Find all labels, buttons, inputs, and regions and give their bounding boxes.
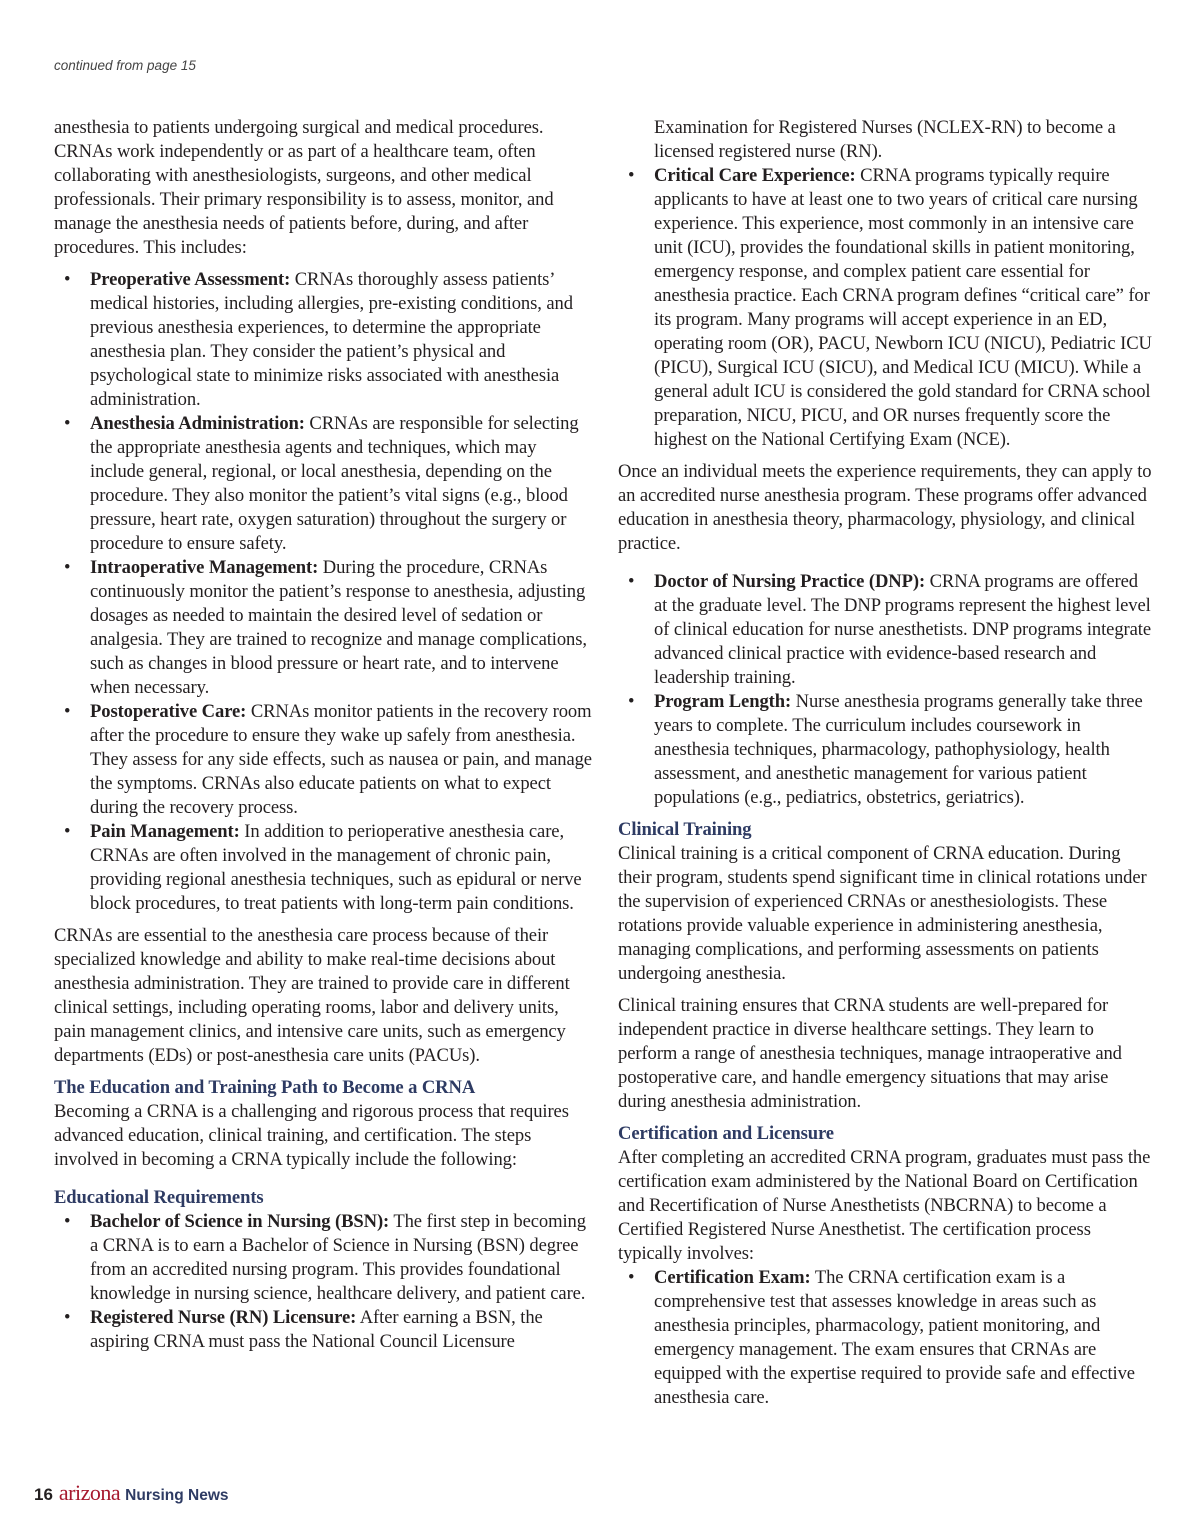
list-item <box>54 268 594 412</box>
right-column <box>618 116 1154 1418</box>
list-item <box>54 556 594 700</box>
publication-name: Nursing News <box>125 1487 229 1504</box>
item-title: Postoperative Care: <box>90 701 247 722</box>
path-paragraph: Becoming a CRNA is a challenging and rigorous process that requires advanced education, clinical training, and certification. The steps involved in becoming a CRNA typically include the following: <box>54 1101 569 1170</box>
item-text: CRNA programs are offered at the graduate level. The DNP programs represent the highest level of clinical education for nurse anesthetists. DNP programs integrate advanced clinical practice with evidence-based research and leadership training. <box>654 571 1151 688</box>
continuation-text: Examination for Registered Nurses (NCLEX-RN) to become a licensed registered nurse (RN). <box>654 117 1116 162</box>
list-item <box>618 1266 1154 1410</box>
item-title: Registered Nurse (RN) Licensure: <box>90 1307 357 1328</box>
item-title: Preoperative Assessment: <box>90 269 291 290</box>
item-text: CRNA programs typically require applicants to have at least one to two years of critical care nursing experience. This experience, most commonly in an intensive care unit (ICU), provides the foundational skills in patient monitoring, emergency response, and complex patient care essential for anesthesia practice. Each CRNA program defines “critical care” for its program. Many programs will accept experience in an ED, operating room (OR), PACU, Newborn ICU (NICU), Pediatric ICU (PICU), Surgical ICU (SICU), and Medical ICU (MICU). While a general adult ICU is considered the gold standard for CRNA school preparation, NICU, PICU, and OR nurses frequently score the highest on the National Certifying Exam (NCE). <box>654 165 1152 450</box>
item-title: Anesthesia Administration: <box>90 413 305 434</box>
path-heading: The Education and Training Path to Become a CRNA <box>54 1077 476 1098</box>
program-list <box>618 570 1154 810</box>
item-text: The CRNA certification exam is a comprehensive test that assesses knowledge in areas such as anesthesia principles, pharmacology, patient monitoring, and emergency management. The exam ensures that CRNAs are equipped with the expertise required to provide safe and effective anesthesia care. <box>654 1267 1135 1408</box>
critical-care-list <box>618 164 1154 452</box>
item-title: Critical Care Experience: <box>654 165 856 186</box>
brand-logo: arizona <box>58 1480 121 1505</box>
item-text: The first step in becoming a CRNA is to earn a Bachelor of Science in Nursing (BSN) degree from an accredited nursing program. This provides foundational knowledge in nursing science, healthcare delivery, and patient care. <box>90 1211 586 1304</box>
page-number: 16 <box>34 1485 53 1504</box>
list-item <box>54 1210 594 1306</box>
duties-list <box>54 268 594 916</box>
certification-list <box>618 1266 1154 1410</box>
certification-heading: Certification and Licensure <box>618 1123 834 1144</box>
item-text: Nurse anesthesia programs generally take three years to complete. The curriculum includes coursework in anesthesia techniques, pharmacology, pathophysiology, health assessment, and anesthetic management for various patient populations (e.g., pediatrics, obstetrics, geriatrics). <box>654 691 1143 808</box>
apply-paragraph: Once an individual meets the experience requirements, they can apply to an accredited nurse anesthesia program. These programs offer advanced education in anesthesia theory, pharmacology, physiology, and clinical practice. <box>618 461 1152 554</box>
list-item <box>618 164 1154 452</box>
list-item <box>618 690 1154 810</box>
list-item <box>54 412 594 556</box>
list-item <box>618 570 1154 690</box>
list-item <box>54 820 594 916</box>
item-title: Certification Exam: <box>654 1267 811 1288</box>
list-item <box>54 700 594 820</box>
continued-note: continued from page 15 <box>54 58 196 73</box>
item-title: Doctor of Nursing Practice (DNP): <box>654 571 926 592</box>
item-text: CRNAs are responsible for selecting the appropriate anesthesia agents and techniques, which may include general, regional, or local anesthesia, depending on the procedure. They also monitor the patient’s vital signs (e.g., blood pressure, heart rate, oxygen saturation) throughout the surgery or procedure to ensure safety. <box>90 413 579 554</box>
clinical-paragraph-2: Clinical training ensures that CRNA students are well-prepared for independent practice in diverse healthcare settings. They learn to perform a range of anesthesia techniques, manage intraoperative and postoperative care, and handle emergency situations that may arise during anesthesia administration. <box>618 995 1122 1112</box>
item-text: CRNAs thoroughly assess patients’ medical histories, including allergies, pre-existing conditions, and previous anesthesia experiences, to determine the appropriate anesthesia plan. They consider the patient’s physical and psychological state to minimize risks associated with anesthesia administration. <box>90 269 573 410</box>
item-title: Pain Management: <box>90 821 240 842</box>
item-title: Bachelor of Science in Nursing (BSN): <box>90 1211 390 1232</box>
education-list <box>54 1210 594 1354</box>
left-column <box>54 116 594 1362</box>
list-item <box>54 1306 594 1354</box>
item-title: Intraoperative Management: <box>90 557 319 578</box>
clinical-training-heading: Clinical Training <box>618 819 752 840</box>
intro-paragraph: anesthesia to patients undergoing surgical and medical procedures. CRNAs work independently or as part of a healthcare team, often collaborating with anesthesiologists, surgeons, and other medical professionals. Their primary responsibility is to assess, monitor, and manage the anesthesia needs of patients before, during, and after procedures. This includes: <box>54 117 554 258</box>
education-heading: Educational Requirements <box>54 1187 264 1208</box>
clinical-paragraph-1: Clinical training is a critical component of CRNA education. During their program, students spend significant time in clinical rotations under the supervision of experienced CRNAs or anesthesiologists. These rotations provide valuable experience in administering anesthesia, managing complications, and performing assessments on patients undergoing anesthesia. <box>618 843 1147 984</box>
item-text: During the procedure, CRNAs continuously monitor the patient’s response to anesthesia, adjusting dosages as needed to maintain the desired level of sedation or analgesia. They are trained to recognize and manage complications, such as changes in blood pressure or heart rate, and to intervene when necessary. <box>90 557 587 698</box>
item-title: Program Length: <box>654 691 792 712</box>
essential-paragraph: CRNAs are essential to the anesthesia care process because of their specialized knowledge and ability to make real-time decisions about anesthesia administration. They are trained to provide care in different clinical settings, including operating rooms, labor and delivery units, pain management clinics, and intensive care units, such as emergency departments (EDs) or post-anesthesia care units (PACUs). <box>54 925 570 1066</box>
certification-paragraph: After completing an accredited CRNA program, graduates must pass the certification exam administered by the National Board on Certification and Recertification of Nurse Anesthetists (NBCRNA) to become a Certified Registered Nurse Anesthetist. The certification process typically involves: <box>618 1147 1151 1264</box>
item-text: CRNAs monitor patients in the recovery room after the procedure to ensure they wake up safely from anesthesia. They assess for any side effects, such as nausea or pain, and manage the symptoms. CRNAs also educate patients on what to expect during the recovery process. <box>90 701 592 818</box>
item-text: In addition to perioperative anesthesia care, CRNAs are often involved in the management of chronic pain, providing regional anesthesia techniques, such as epidural or nerve block procedures, to treat patients with long-term pain conditions. <box>90 821 582 914</box>
page-footer <box>34 1480 229 1510</box>
item-text: After earning a BSN, the aspiring CRNA must pass the National Council Licensure <box>90 1307 543 1352</box>
